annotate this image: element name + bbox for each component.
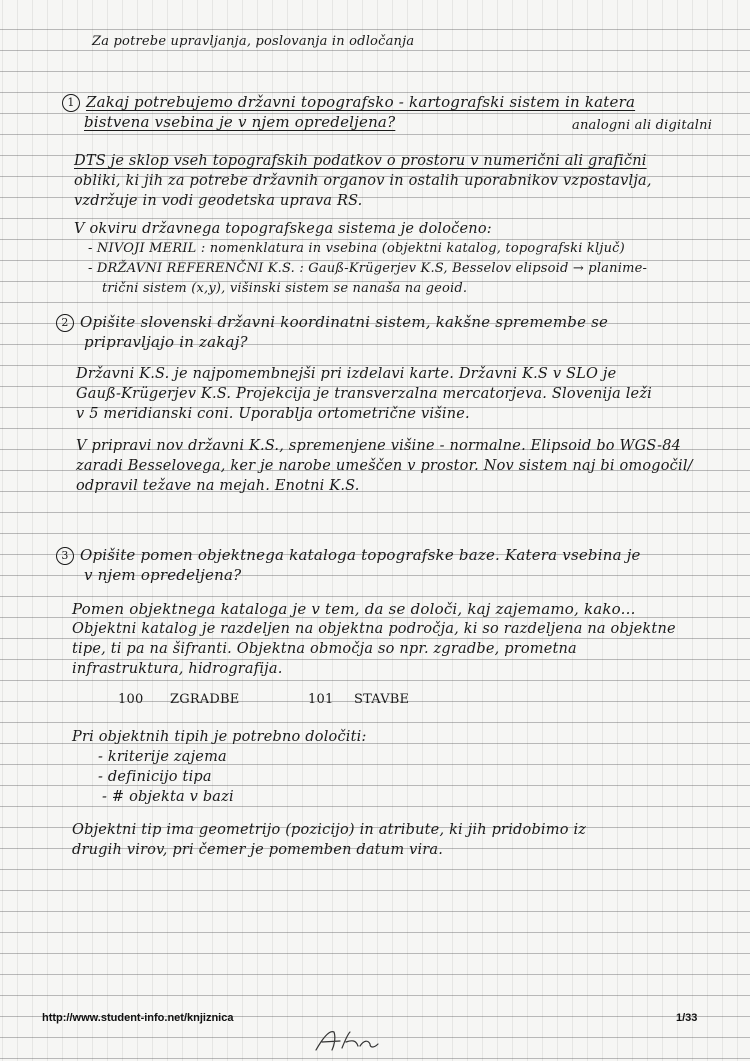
answer-2-line-6: odpravil težave na mejah. Enotni K.S. (76, 478, 360, 494)
page-number: 1/33 (676, 1012, 698, 1024)
answer-2-line-3: v 5 meridianski coni. Uporablja ortometrične višine. (76, 406, 470, 422)
question-1-line-2: bistvena vsebina je v njem opredeljena? (84, 113, 396, 131)
answer-1-line-6: - DRŽAVNI REFERENČNI K.S. : Gauß-Krügerjev K.S, Besselov elipsoid → planime- (88, 261, 648, 276)
page-header: Za potrebe upravljanja, poslovanja in odločanja (92, 34, 415, 49)
answer-2-line-2: Gauß-Krügerjev K.S. Projekcija je transverzalna mercatorjeva. Slovenija leži (76, 386, 653, 402)
question-2-line-1: Opišite slovenski državni koordinatni sistem, kakšne spremembe se (80, 313, 609, 331)
answer-1-line-3: vzdržuje in vodi geodetska uprava RS. (74, 193, 363, 209)
code-101: 101 (308, 692, 334, 707)
answer-3-line-5: Pri objektnih tipih je potrebno določiti: (72, 729, 367, 745)
answer-3-line-10: drugih virov, pri čemer je pomemben datum vira. (72, 842, 444, 858)
question-1-number: 1 (62, 94, 80, 112)
answer-3-line-9: Objektni tip ima geometrijo (pozicijo) in atribute, ki jih pridobimo iz (72, 822, 587, 838)
question-2-line-2: pripravljajo in zakaj? (84, 333, 248, 351)
answer-3-line-7: - definicijo tipa (98, 769, 212, 785)
question-3-line-1: Opišite pomen objektnega kataloga topografske baze. Katera vsebina je (80, 546, 641, 564)
answer-1-line-7: trični sistem (x,y), višinski sistem se nanaša na geoid. (102, 281, 468, 296)
question-3 (56, 545, 641, 565)
question-3-line-2: v njem opredeljena? (84, 566, 242, 584)
question-2-number: 2 (56, 314, 74, 332)
answer-1-line-2: obliki, ki jih za potrebe državnih organov in ostalih uporabnikov vzpostavlja, (74, 173, 652, 189)
answer-3-line-3: tipe, ti pa na šifranti. Objektna območja so npr. zgradbe, prometna (72, 641, 577, 657)
answer-2-line-5: zaradi Besselovega, ker je narobe umeščen v prostor. Nov sistem naj bi omogočil/ (76, 458, 693, 474)
answer-3-line-2: Objektni katalog je razdeljen na objektna področja, ki so razdeljena na objektne (72, 621, 676, 637)
question-3-number: 3 (56, 547, 74, 565)
footer-url[interactable]: http://www.student-info.net/knjiznica (42, 1012, 234, 1024)
answer-2-line-4: V pripravi nov državni K.S., spremenjene višine - normalne. Elipsoid bo WGS-84 (76, 438, 682, 454)
answer-3-line-4: infrastruktura, hidrografija. (72, 661, 283, 677)
answer-1-line-1: DTS je sklop vseh topografskih podatkov o prostoru v numerični ali grafični (74, 153, 647, 169)
question-1 (62, 92, 635, 112)
question-1-side-note: analogni ali digitalni (572, 118, 713, 133)
question-1-line-1: Zakaj potrebujemo državni topografsko - kartografski sistem in katera (86, 93, 636, 111)
code-100-label: ZGRADBE (170, 692, 240, 707)
question-2 (56, 312, 608, 332)
code-101-label: STAVBE (354, 692, 410, 707)
signature (312, 1026, 382, 1054)
code-100: 100 (118, 692, 144, 707)
answer-3-line-8: - # objekta v bazi (102, 789, 234, 805)
answer-1-line-4: V okviru državnega topografskega sistema je določeno: (74, 221, 492, 237)
answer-1-line-5: - NIVOJI MERIL : nomenklatura in vsebina (objektni katalog, topografski ključ) (88, 241, 625, 256)
answer-2-line-1: Državni K.S. je najpomembnejši pri izdelavi karte. Državni K.S v SLO je (76, 366, 617, 382)
answer-3-line-1: Pomen objektnega kataloga je v tem, da se določi, kaj zajemamo, kako... (72, 600, 636, 618)
answer-3-line-6: - kriterije zajema (98, 749, 227, 765)
